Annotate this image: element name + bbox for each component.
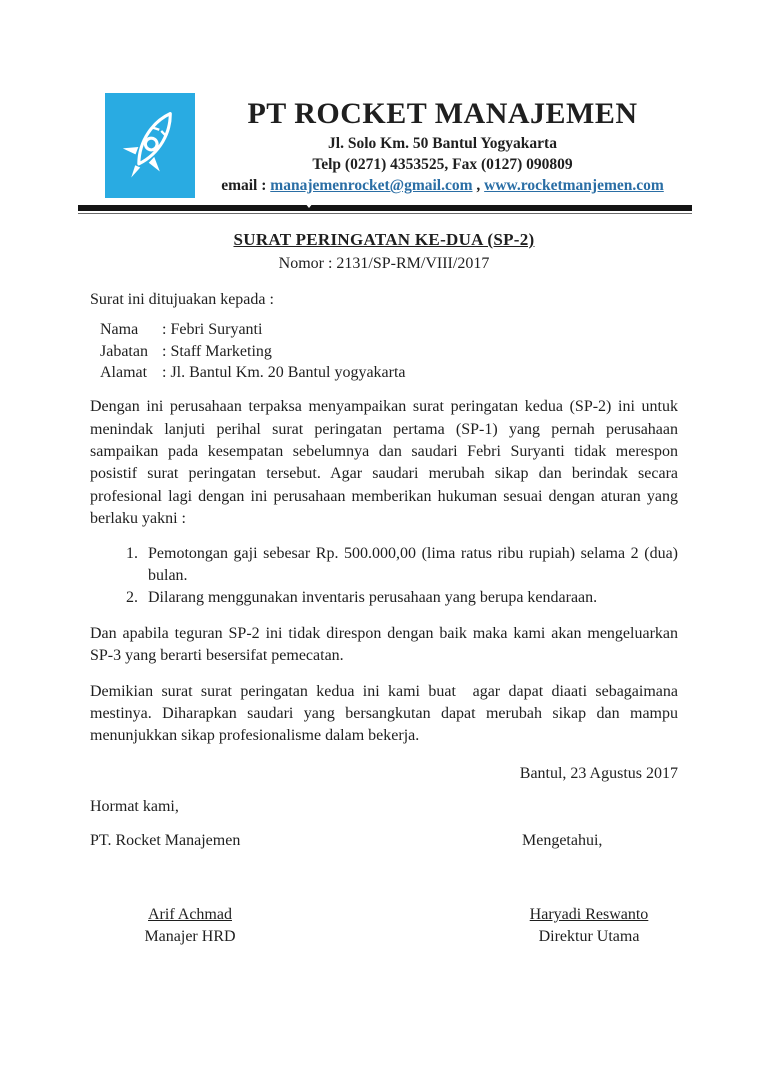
recipient-label: Nama — [100, 321, 139, 339]
signature-title: Direktur Utama — [538, 928, 640, 946]
letter-body — [0, 229, 768, 947]
divider-notch — [305, 203, 313, 208]
paragraph-closing: Demikian surat surat peringatan kedua ini kami buat agar dapat diaati sebagaimana mestinya. Diharapkan saudari yang bersangkutan dapat merubah sikap dan mampu menunjukkan sikap profesionalisme dalam bekerja. — [90, 682, 682, 745]
signature-block-left — [90, 904, 290, 947]
company-logo — [105, 93, 195, 198]
letter-number: Nomor : 2131/SP-RM/VIII/2017 — [278, 255, 490, 273]
link-separator: , — [472, 177, 485, 194]
website-link[interactable]: www.rocketmanjemen.com — [484, 177, 664, 194]
signature-name: Arif Achmad — [148, 906, 232, 924]
letter-title: SURAT PERINGATAN KE-DUA (SP-2) — [233, 230, 535, 249]
signature-title: Manajer HRD — [144, 928, 236, 946]
recipient-label: Jabatan — [100, 342, 148, 360]
sanction-item: 1. Pemotongan gaji sebesar Rp. 500.000,00 (lima ratus ribu rupiah) selama 2 (dua) bulan. — [142, 543, 678, 588]
company-sign-name: PT. Rocket Manajemen — [90, 831, 241, 849]
recipient-row-alamat — [100, 362, 678, 383]
letterhead-text — [195, 93, 690, 196]
header-divider — [78, 205, 692, 214]
paragraph-consequence: Dan apabila teguran SP-2 ini tidak direspon dengan baik maka kami akan mengeluarkan SP-3 yang berarti besersifat pemecatan. — [90, 624, 682, 665]
rocket-icon — [111, 98, 189, 194]
signature-names-row — [90, 904, 678, 947]
email-line — [195, 175, 690, 196]
closing-salutation: Hormat kami, — [90, 798, 179, 816]
email-link[interactable]: manajemenrocket@gmail.com — [270, 177, 473, 194]
signature-name: Haryadi Reswanto — [529, 906, 649, 924]
paragraph-warning: Dengan ini perusahaan terpaksa menyampaikan surat peringatan kedua (SP-2) ini untuk menindak lanjuti perihal surat peringatan pertama (SP-1) yang pernah perusahaan sampaikan pada kesempatan sebelumnya dan saudari Febri Suryanti tidak merespon posistif surat peringatan tersebut. Agar saudari merubah sikap dan berindak secara profesional lagi dengan ini perusahaan memberikan hukuman sesuai dengan aturan yang berlaku yakni : — [90, 398, 682, 528]
recipient-value: : Staff Marketing — [162, 342, 272, 360]
recipient-label: Alamat — [100, 363, 148, 381]
recipient-value: : Febri Suryanti — [162, 321, 263, 339]
sanction-list — [90, 543, 678, 610]
letterhead — [0, 0, 768, 198]
recipient-row-nama — [100, 319, 678, 340]
title-block — [90, 229, 678, 276]
recipient-value: : Jl. Bantul Km. 20 Bantul yogyakarta — [162, 363, 406, 381]
sanction-item: 2. Dilarang menggunakan inventaris perusahaan yang berupa kendaraan. — [142, 587, 678, 609]
phone-fax-line: Telp (0271) 4353525, Fax (0127) 090809 — [312, 156, 573, 173]
recipient-row-jabatan — [100, 341, 678, 362]
address-line: Jl. Solo Km. 50 Bantul Yogyakarta — [328, 135, 557, 152]
date-line: Bantul, 23 Agustus 2017 — [519, 764, 678, 782]
email-prefix: email : — [221, 177, 271, 194]
company-name: PT ROCKET MANAJEMEN — [247, 97, 638, 130]
salutation: Surat ini ditujuakan kepada : — [90, 290, 274, 308]
acknowledgement-label: Mengetahui, — [522, 831, 603, 849]
signature-header-row — [90, 830, 678, 852]
recipient-table — [100, 319, 678, 383]
signature-block-right — [500, 904, 678, 947]
